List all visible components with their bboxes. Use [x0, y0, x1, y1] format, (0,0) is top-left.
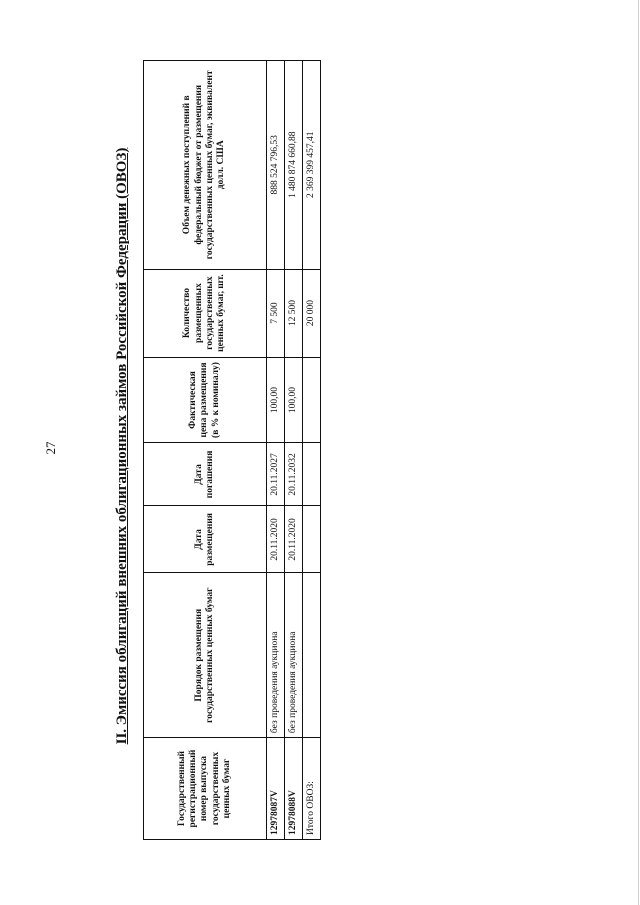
header-placement-method: Порядок размещения государственных ценных бумаг: [144, 573, 267, 738]
table-row: [267, 61, 285, 840]
cell-quantity: 12 500: [285, 269, 303, 357]
cell-price: 100,00: [285, 357, 303, 443]
total-empty-cell: [303, 443, 321, 506]
page-number: 27: [43, 441, 58, 455]
total-empty-cell: [303, 506, 321, 573]
cell-placement-method: без проведения аукциона: [285, 573, 303, 738]
cell-proceeds: 1 480 874 660,88: [285, 61, 303, 270]
header-price: Фактическая цена размещения (в % к номиналу): [144, 357, 267, 443]
table-total-row: [303, 61, 321, 840]
header-proceeds: Объем денежных поступлений в федеральный бюджет от размещения государственных ценных бумаг, эквивалент долл. США: [144, 61, 267, 270]
header-quantity: Количество размещенных государственных ценных бумаг, шт.: [144, 269, 267, 357]
table-row: [285, 61, 303, 840]
total-label: Итого ОВОЗ:: [303, 738, 321, 840]
cell-maturity-date: 20.11.2027: [267, 443, 285, 506]
table-header-row: [144, 61, 267, 840]
cell-maturity-date: 20.11.2032: [285, 443, 303, 506]
header-reg-number: Государственный регистрационный номер выпуска государственных ценных бумаг: [144, 738, 267, 840]
header-placement-date: Дата размещения: [144, 506, 267, 573]
rotated-content: [108, 60, 316, 840]
cell-placement-method: без проведения аукциона: [267, 573, 285, 738]
section-title: II. Эмиссия облигаций внешних облигационных займов Российской Федерации (ОВОЗ): [114, 147, 130, 745]
total-quantity: 20 000: [303, 269, 321, 357]
header-maturity-date: Дата погашения: [144, 443, 267, 506]
cell-reg-number: 12978087V: [267, 738, 285, 840]
total-empty-cell: [303, 573, 321, 738]
cell-quantity: 7 500: [267, 269, 285, 357]
total-empty-cell: [303, 357, 321, 443]
cell-placement-date: 20.11.2020: [267, 506, 285, 573]
cell-placement-date: 20.11.2020: [285, 506, 303, 573]
cell-reg-number: 12978088V: [285, 738, 303, 840]
page-edge-line: [638, 0, 639, 905]
cell-price: 100,00: [267, 357, 285, 443]
bonds-table: [143, 60, 321, 840]
total-proceeds: 2 369 399 457,41: [303, 61, 321, 270]
cell-proceeds: 888 524 796,53: [267, 61, 285, 270]
